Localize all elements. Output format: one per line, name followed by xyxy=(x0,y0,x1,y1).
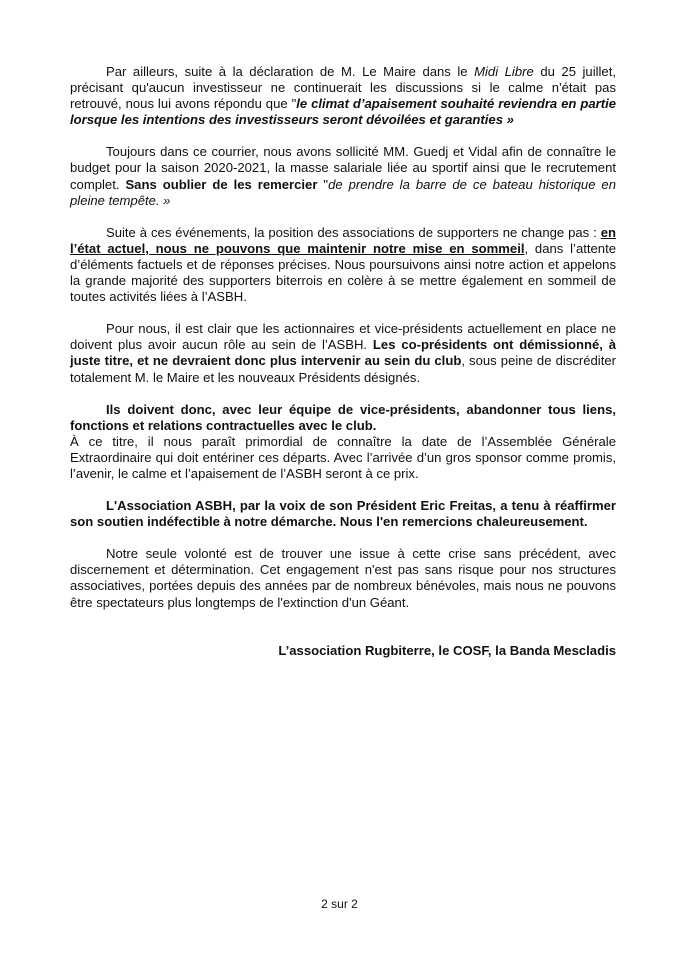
signature: L’association Rugbiterre, le COSF, la Banda Mescladis xyxy=(278,642,616,658)
letter-body xyxy=(70,64,616,659)
paragraph-position: Suite à ces événements, la position des associations de supporters ne change pas : en l’état actuel, nous ne pouvons que maintenir notre mise en sommeil, dans l’attente d’éléments factuels et de réponses précises. Nous poursuivons ainsi notre action et appelons la grande majorité des supporters biterrois en colère à se mettre également en sommeil de toutes activités liées à l’ASBH. xyxy=(70,224,617,305)
paragraph-abandonner: Ils doivent donc, avec leur équipe de vice-présidents, abandonner tous liens, fonctions et relations contractuelles avec le club. xyxy=(70,401,616,433)
bold-remerciement: Sans oublier de les remercier xyxy=(125,176,318,192)
bold-co-presidents: Les co-présidents ont démissionné, à juste titre, et ne devraient donc plus intervenir au sein du club xyxy=(70,337,616,369)
paragraph-actionnaires: Pour nous, il est clair que les actionnaires et vice-présidents actuellement en place ne doivent plus avoir aucun rôle au sein de l’ASBH. Les co-présidents ont démissionné, à juste titre, et ne devraient donc plus intervenir au sein du club, sous peine de discréditer totalement M. le Maire et les nouveaux Présidents désignés. xyxy=(70,321,616,385)
paragraph-midi-libre: Par ailleurs, suite à la déclaration de M. Le Maire dans le Midi Libre du 25 juillet, précisant qu'aucun investisseur ne continuerait les discussions si le calme n'était pas retrouvé, nous lui avons répondu que "le climat d’apaisement souhaité reviendra en partie lorsque les intentions des investisseurs seront dévoilées et garanties » xyxy=(70,64,616,128)
paragraph-assemblee: À ce titre, il nous paraît primordial de connaître la date de l’Assemblée Générale Extraordinaire qui doit entériner ces départs. Avec l’arrivée d’un gros sponsor comme promis, l’avenir, le calme et l’apaisement de l’ASBH seront à ce prix. xyxy=(70,433,616,481)
quoted-remerciement: de prendre la barre de ce bateau historique en pleine tempête. » xyxy=(70,176,616,208)
paragraph-asbh-soutien: L'Association ASBH, par la voix de son Président Eric Freitas, a tenu à réaffirmer son soutien indéfectible à notre démarche. Nous l'en remercions chaleureusement. xyxy=(70,498,616,530)
page-number: 2 sur 2 xyxy=(321,897,358,911)
paragraph-volonte: Notre seule volonté est de trouver une issue à cette crise sans précédent, avec discernement et détermination. Cet engagement n'est pas sans risque pour nos structures associatives, portées depuis des années par de nombreux bénévoles, mais nous ne pouvons être spectateurs plus longtemps de l'extinction d'un Géant. xyxy=(70,546,616,610)
bold-mise-en-sommeil: en l’état actuel, nous ne pouvons que maintenir notre mise en sommeil xyxy=(70,224,616,256)
quoted-response: le climat d’apaisement souhaité reviendra en partie lorsque les intentions des investisseurs seront dévoilées et garanties » xyxy=(70,96,616,128)
paragraph-courrier: Toujours dans ce courrier, nous avons sollicité MM. Guedj et Vidal afin de connaître le budget pour la saison 2020-2021, la masse salariale liée au sportif ainsi que le recrutement complet. Sans oublier de les remercier "de prendre la barre de ce bateau historique en pleine tempête. » xyxy=(70,144,616,208)
newspaper-name: Midi Libre xyxy=(474,64,534,79)
